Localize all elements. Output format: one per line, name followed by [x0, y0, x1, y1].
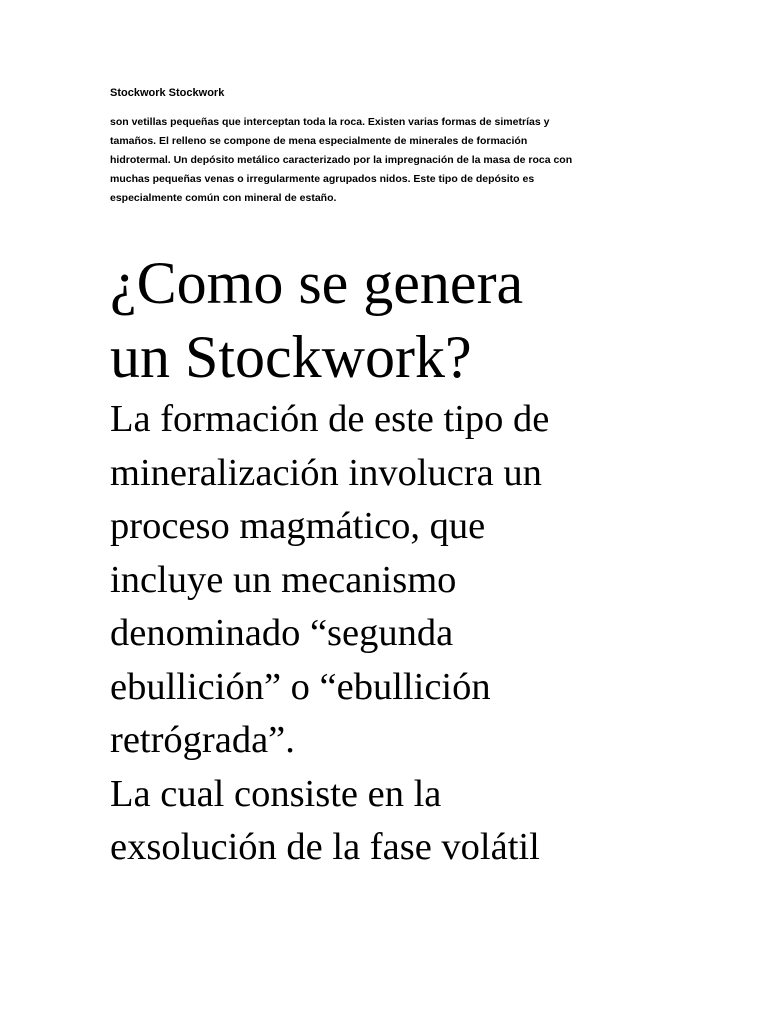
intro-paragraph [110, 113, 645, 208]
body-line: exsolución de la fase volátil [110, 826, 540, 868]
body-line: denominado “segunda [110, 612, 454, 654]
intro-line: hidrotermal. Un depósito metálico caracterizado por la impregnación de la masa de roca con [110, 154, 573, 166]
body-line: mineralización involucra un [110, 451, 542, 494]
document-page [110, 0, 650, 1024]
heading-line: ¿Como se genera [110, 250, 524, 316]
body-line: incluye un mecanismo [110, 558, 457, 601]
heading-line: un Stockwork? [110, 324, 472, 390]
intro-line: tamaños. El relleno se compone de mena especialmente de minerales de formación [110, 135, 528, 147]
small-title: Stockwork Stockwork [110, 87, 225, 99]
body-line: proceso magmático, que [110, 505, 486, 547]
section-heading [110, 246, 670, 394]
body-line: La cual consiste en la [110, 772, 442, 815]
body-paragraph [110, 393, 670, 875]
intro-line: especialmente común con mineral de estaño. [110, 192, 337, 204]
body-line: retrógrada”. [110, 719, 295, 761]
intro-line: muchas pequeñas venas o irregularmente agrupados nidos. Este tipo de depósito es [110, 173, 535, 185]
body-line: ebullición” o “ebullición [110, 665, 491, 708]
intro-line: son vetillas pequeñas que interceptan toda la roca. Existen varias formas de simetrías y [110, 116, 550, 128]
body-line: La formación de este tipo de [110, 398, 550, 440]
